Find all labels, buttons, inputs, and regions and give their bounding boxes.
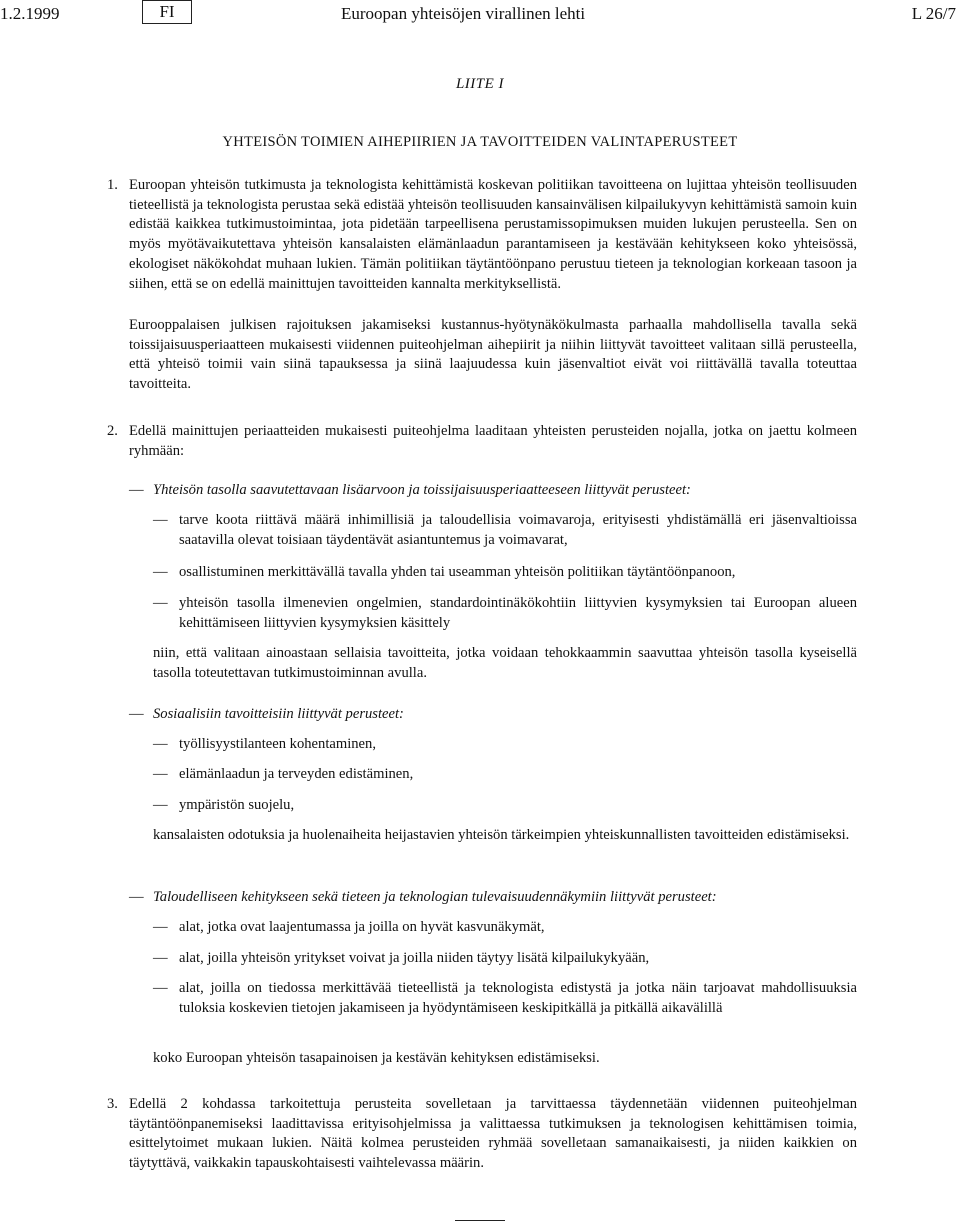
dash-bullet: — <box>129 889 144 905</box>
group-closing-text: kansalaisten odotuksia ja huolenaiheita heijastavien yhteisön tärkeimpien yhteiskunnallisten tavoitteiden edistämiseksi. <box>153 827 850 843</box>
publication-date: 1.2.1999 <box>0 4 60 23</box>
section-number: 3. <box>107 1096 118 1112</box>
section-number: 1. <box>107 177 118 193</box>
criteria-group-heading: Yhteisön tasolla saavutettavaan lisäarvoon ja toissijaisuusperiaatteeseen liittyvät perusteet: <box>153 482 691 498</box>
criteria-group-heading: Sosiaalisiin tavoitteisiin liittyvät perusteet: <box>153 706 404 722</box>
paragraph: Edellä mainittujen periaatteiden mukaisesti puiteohjelma laaditaan yhteisten perusteiden nojalla, jotka on jaettu kolmeen ryhmään: <box>129 423 857 459</box>
list-item: elämänlaadun ja terveyden edistäminen, <box>179 766 414 782</box>
paragraph: Edellä 2 kohdassa tarkoitettuja perusteita sovelletaan ja tarvittaessa täydennetään viidennen puiteohjelman täytäntöönpanemiseksi laadittavissa erityisohjelmissa ja valittaessa tutkimuksen ja teknologisen kehittämisen toimia, esittelytoimet mukaan lukien. Näitä kolmea perusteiden ryhmää sovelletaan samanaikaisesti, ja niiden kaikkien on täytyttävä, vaikkakin tapauskohtaisesti vaihtelevassa määrin. <box>129 1096 857 1172</box>
dash-bullet: — <box>153 512 168 528</box>
dash-bullet: — <box>153 950 168 966</box>
list-item: osallistuminen merkittävällä tavalla yhden tai useamman yhteisön politiikan täytäntöönpanoon, <box>179 564 736 580</box>
list-item: tarve koota riittävä määrä inhimillisiä ja taloudellisia voimavaroja, erityisesti yhdistämällä eri jäsenvaltioissa saatavilla olevat toisiaan täydentävät asiantuntemus ja voimavarat, <box>179 512 857 548</box>
language-code-box: FI <box>142 0 192 24</box>
list-item: alat, joilla yhteisön yritykset voivat ja joilla niiden täytyy lisätä kilpailukykyään, <box>179 950 650 966</box>
criteria-group-heading: Taloudelliseen kehitykseen sekä tieteen ja teknologian tulevaisuudennäkymiin liittyvät perusteet: <box>153 889 717 905</box>
dash-bullet: — <box>153 564 168 580</box>
dash-bullet: — <box>153 736 168 752</box>
document-title: YHTEISÖN TOIMIEN AIHEPIIRIEN JA TAVOITTEIDEN VALINTAPERUSTEET <box>222 134 738 150</box>
end-rule <box>455 1220 505 1221</box>
dash-bullet: — <box>153 919 168 935</box>
dash-bullet: — <box>153 595 168 611</box>
list-item: yhteisön tasolla ilmenevien ongelmien, standardointinäkökohtiin liittyvien kysymyksien tai Euroopan alueen kehittämiseen liittyvien kysymyksien käsittely <box>179 595 857 631</box>
list-item: alat, joilla on tiedossa merkittävää tieteellistä ja teknologista edistystä ja jotka näin tarjoavat mahdollisuuksia tuloksia koskevien tietojen jakamiseen ja hyödyntämiseen keskipitkällä ja pitkällä aikavälillä <box>179 980 857 1016</box>
section-number: 2. <box>107 423 118 439</box>
journal-title: Euroopan yhteisöjen virallinen lehti <box>341 4 586 23</box>
annex-label: LIITE I <box>455 76 505 92</box>
dash-bullet: — <box>153 797 168 813</box>
group-closing-text: koko Euroopan yhteisön tasapainoisen ja kestävän kehityksen edistämiseksi. <box>153 1050 600 1066</box>
group-closing-text: niin, että valitaan ainoastaan sellaisia tavoitteita, jotka voidaan tehokkaammin saavuttaa yhteisön tasolla kyseisellä tasolla toteutettavan tutkimustoiminnan avulla. <box>153 645 857 681</box>
paragraph: Euroopan yhteisön tutkimusta ja teknologista kehittämistä koskevan politiikan tavoitteena on lujittaa yhteisön teollisuuden tieteellistä ja teknologista perustaa sekä edistää yhteisön teollisuuden kansainvälisen kilpailukyvyn kehittämistä samoin kuin edistää kaikkea tutkimustoimintaa, jota pidetään tarpeellisena perustamissopimuksen muiden lukujen perusteella. Sen on myös myötävaikutettava yhteisön kansalaisten elämänlaadun parantamiseen ja kestävään kehitykseen koko yhteisössä, ekologiset näkökohdat muhaan lukien. Tämän politiikan täytäntöönpano perustuu tieteen ja teknologian korkeaan tasoon ja siihen, että se on edellä mainittujen tavoitteiden kannalta merkityksellistä. <box>129 177 857 292</box>
dash-bullet: — <box>153 980 168 996</box>
page-reference: L 26/7 <box>911 4 956 23</box>
list-item: alat, jotka ovat laajentumassa ja joilla on hyvät kasvunäkymät, <box>179 919 545 935</box>
paragraph: Eurooppalaisen julkisen rajoituksen jakamiseksi kustannus-hyötynäkökulmasta parhaalla mahdollisella tavalla sekä toissijaisuusperiaatteen mukaisesti viidennen puiteohjelman aihepiirit ja niihin liittyvät tavoitteet valitaan sillä perusteella, että yhteisö toimii vain siinä tapauksessa ja siinä laajuudessa kuin jäsenvaltiot eivät voi riittävällä tavalla toteuttaa tavoitteita. <box>129 317 857 393</box>
dash-bullet: — <box>129 482 144 498</box>
dash-bullet: — <box>129 706 144 722</box>
list-item: ympäristön suojelu, <box>179 797 295 813</box>
list-item: työllisyystilanteen kohentaminen, <box>179 736 376 752</box>
dash-bullet: — <box>153 766 168 782</box>
